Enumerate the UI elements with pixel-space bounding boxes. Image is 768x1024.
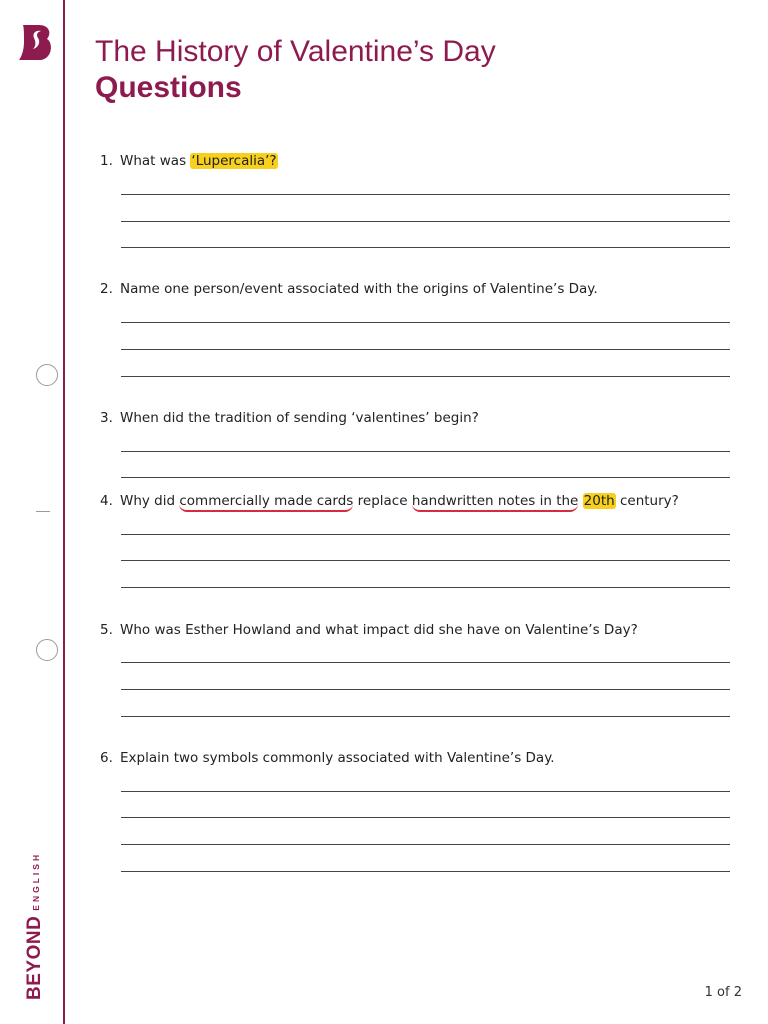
answer-line[interactable] bbox=[121, 716, 730, 717]
answer-line[interactable] bbox=[121, 322, 730, 323]
answer-line[interactable] bbox=[121, 689, 730, 690]
answer-line[interactable] bbox=[121, 662, 730, 663]
answer-line[interactable] bbox=[121, 477, 730, 478]
question-6 bbox=[100, 749, 555, 767]
fold-mark bbox=[36, 511, 50, 512]
question-number: 3. bbox=[100, 410, 113, 426]
answer-line[interactable] bbox=[121, 376, 730, 377]
page-number: 1 of 2 bbox=[704, 985, 742, 1000]
answer-line[interactable] bbox=[121, 221, 730, 222]
answer-line[interactable] bbox=[121, 844, 730, 845]
question-number: 5. bbox=[100, 622, 113, 638]
underlined-phrase: commercially made cards bbox=[179, 493, 353, 512]
question-text: Why did bbox=[120, 493, 180, 509]
question-text: Explain two symbols commonly associated with Valentine’s Day. bbox=[120, 750, 555, 766]
answer-line[interactable] bbox=[121, 349, 730, 350]
question-text: When did the tradition of sending ‘valentines’ begin? bbox=[120, 410, 479, 426]
highlighted-term: ‘Lupercalia’? bbox=[191, 153, 277, 169]
underlined-phrase: handwritten notes in the bbox=[412, 493, 579, 512]
question-text: replace bbox=[353, 493, 412, 509]
question-1 bbox=[100, 152, 278, 170]
question-text: Who was Esther Howland and what impact did she have on Valentine’s Day? bbox=[120, 622, 638, 638]
answer-line[interactable] bbox=[121, 451, 730, 452]
page-title: The History of Valentine’s Day bbox=[95, 35, 496, 68]
answer-line[interactable] bbox=[121, 587, 730, 588]
answer-line[interactable] bbox=[121, 247, 730, 248]
page-subtitle: Questions bbox=[95, 71, 242, 104]
margin-line bbox=[63, 0, 65, 1024]
brand-logo-icon bbox=[14, 22, 54, 64]
brand-name: BEYOND bbox=[24, 915, 45, 1000]
punch-hole bbox=[36, 639, 58, 661]
question-number: 1. bbox=[100, 153, 113, 169]
question-number: 6. bbox=[100, 750, 113, 766]
question-5 bbox=[100, 621, 638, 639]
question-text: century? bbox=[615, 493, 679, 509]
brand-wordmark bbox=[24, 852, 46, 1000]
question-2 bbox=[100, 280, 598, 298]
question-text bbox=[578, 493, 582, 509]
question-number: 4. bbox=[100, 493, 113, 509]
question-4 bbox=[100, 492, 679, 512]
answer-line[interactable] bbox=[121, 791, 730, 792]
answer-line[interactable] bbox=[121, 560, 730, 561]
question-text: Name one person/event associated with the origins of Valentine’s Day. bbox=[120, 281, 598, 297]
question-number: 2. bbox=[100, 281, 113, 297]
answer-line[interactable] bbox=[121, 871, 730, 872]
punch-hole bbox=[36, 364, 58, 386]
highlighted-term: 20th bbox=[583, 493, 615, 509]
question-text: What was bbox=[120, 153, 191, 169]
question-3 bbox=[100, 409, 479, 427]
brand-tagline: ENGLISH bbox=[31, 851, 41, 911]
answer-line[interactable] bbox=[121, 534, 730, 535]
answer-line[interactable] bbox=[121, 817, 730, 818]
answer-line[interactable] bbox=[121, 194, 730, 195]
